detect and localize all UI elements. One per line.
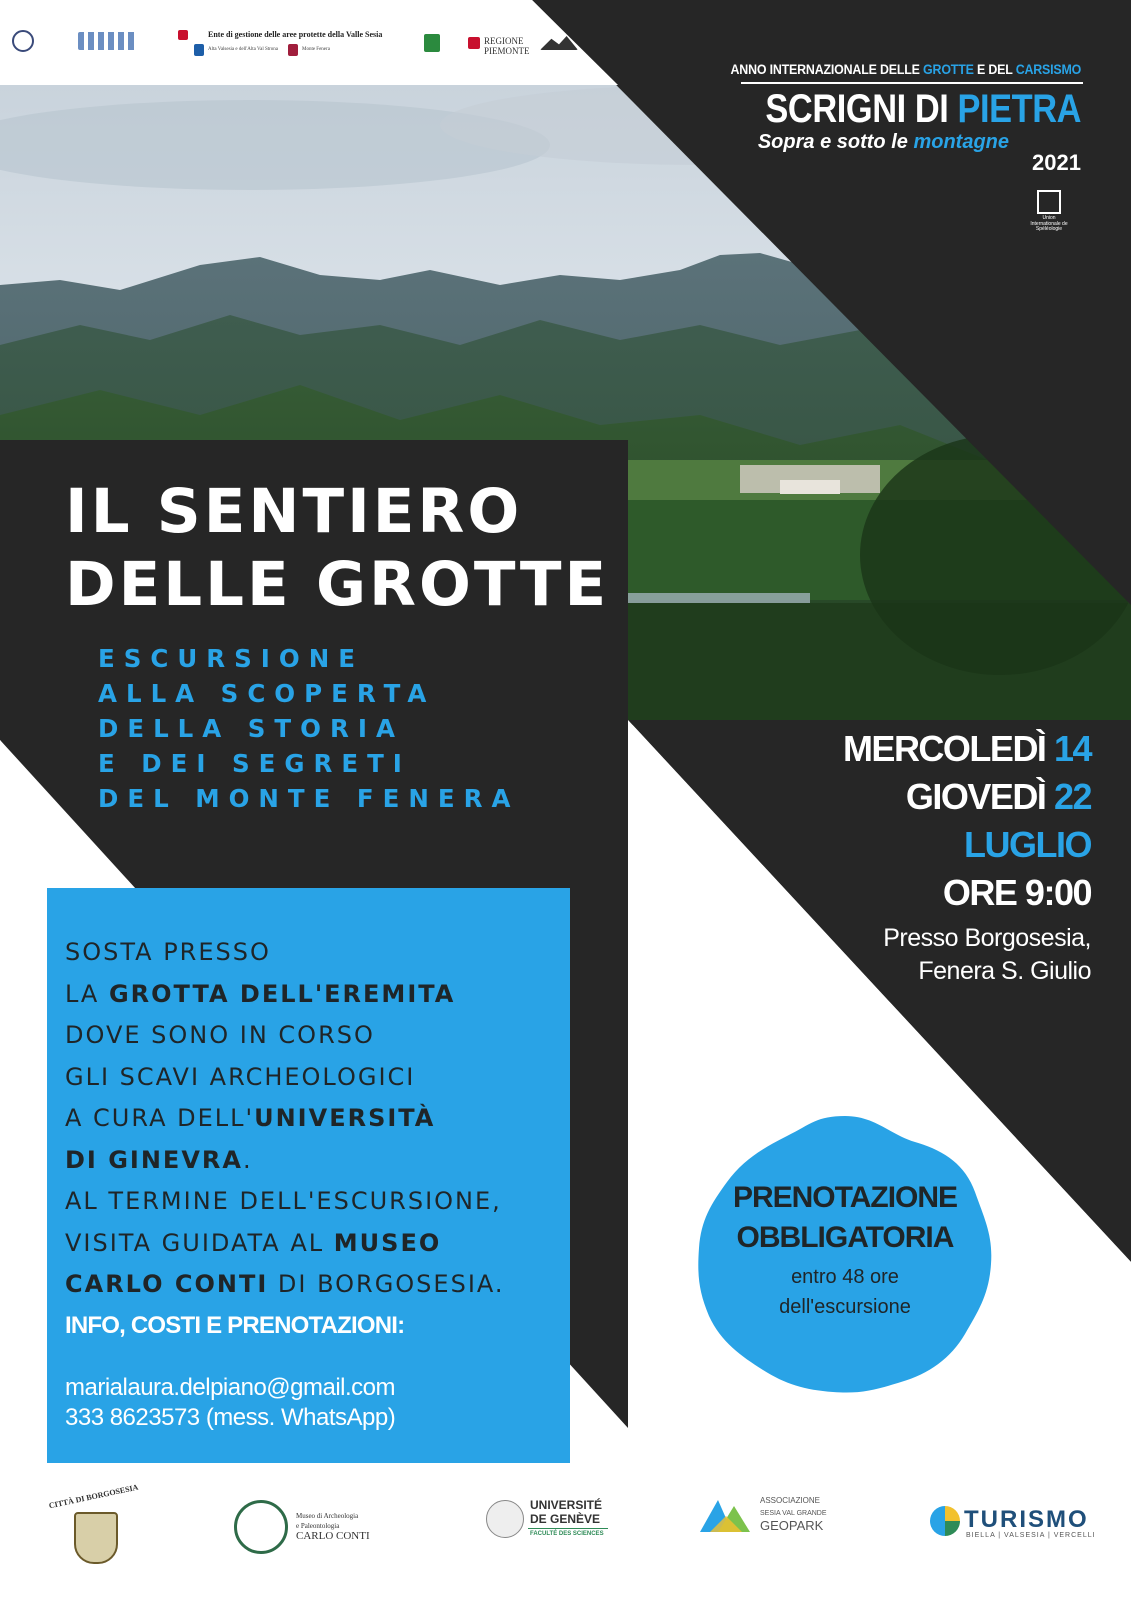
regione-piemonte-label: REGIONE PIEMONTE xyxy=(484,36,530,56)
badge-title-line: PRENOTAZIONE xyxy=(732,1181,958,1214)
date-line-1: MERCOLEDÌ 14 xyxy=(842,728,1091,769)
subtitle-line: DELLA STORIA xyxy=(98,714,404,743)
cai-logo xyxy=(12,30,34,52)
uis-logo xyxy=(1029,190,1069,233)
museo-carlo-conti-logo xyxy=(232,1492,392,1572)
event-title-line2: DELLE GROTTE xyxy=(65,549,610,620)
geneve-label-2: DE GENÈVE xyxy=(530,1512,601,1526)
event-description xyxy=(65,932,505,1306)
museo-label-1: Museo di Archeologia xyxy=(296,1512,359,1520)
subtitle-line: DEL MONTE FENERA xyxy=(98,784,520,813)
turismo-sub-label: BIELLA | VALSESIA | VERCELLI xyxy=(966,1532,1096,1539)
banner-rule xyxy=(741,82,1083,84)
event-subtitle xyxy=(98,641,519,816)
desc-line: CARLO CONTI DI BORGOSESIA. xyxy=(65,1270,505,1298)
geopark-logo xyxy=(700,1492,840,1572)
geopark-label-1: ASSOCIAZIONE xyxy=(760,1496,821,1505)
speleo-logo xyxy=(540,36,578,50)
uis-icon xyxy=(1037,190,1061,214)
geneve-seal-icon xyxy=(486,1500,524,1538)
subtitle-line: ESCURSIONE xyxy=(98,644,364,673)
museo-label-2: e Paleontologia xyxy=(296,1522,340,1530)
partner-logos-top xyxy=(0,0,640,85)
banner-title: SCRIGNI DI PIETRA xyxy=(765,87,1081,131)
event-month: LUGLIO xyxy=(964,824,1091,865)
ente-sub-icon-2 xyxy=(288,44,298,56)
museo-label-3: CARLO CONTI xyxy=(296,1530,370,1542)
unesco-logos xyxy=(78,32,136,50)
desc-line: SOSTA PRESSO xyxy=(65,938,271,966)
date-line-2: GIOVEDÌ 22 xyxy=(905,776,1091,817)
badge-title-line: OBBLIGATORIA xyxy=(736,1221,954,1254)
ente-sub-label-2: Monte Fenera xyxy=(302,47,330,52)
info-heading: INFO, COSTI E PRENOTAZIONI: xyxy=(65,1312,405,1339)
contact-email[interactable]: marialaura.delpiano@gmail.com xyxy=(65,1374,396,1401)
uis-label: Union Internationale de Spéléologie xyxy=(1030,215,1068,232)
geneve-label-3: FACULTÉ DES SCIENCES xyxy=(530,1531,604,1537)
desc-line: VISITA GUIDATA AL MUSEO xyxy=(65,1228,442,1257)
desc-line: A CURA DELL'UNIVERSITÀ xyxy=(65,1104,436,1132)
desc-line: GLI SCAVI ARCHEOLOGICI xyxy=(65,1062,416,1091)
desc-line: LA GROTTA DELL'EREMITA xyxy=(65,979,456,1008)
subtitle-line: E DEI SEGRETI xyxy=(98,749,411,778)
ente-icon xyxy=(178,30,188,40)
badge-sub-line: entro 48 ore xyxy=(791,1266,899,1288)
event-place xyxy=(883,922,1091,988)
turismo-logo xyxy=(930,1492,1110,1572)
event-dates xyxy=(843,725,1091,917)
citta-label: CITTÀ DI BORGOSESIA xyxy=(48,1482,140,1511)
universite-geneve-logo xyxy=(486,1492,626,1572)
geneve-rule xyxy=(528,1528,608,1529)
turismo-icon xyxy=(930,1506,960,1536)
event-time: ORE 9:00 xyxy=(942,872,1091,913)
museo-icon xyxy=(234,1500,288,1554)
valsesia-logo xyxy=(424,34,440,52)
event-title-line1: IL SENTIERO xyxy=(65,476,523,547)
badge-subtitle xyxy=(693,1262,997,1322)
crest-icon xyxy=(74,1512,118,1564)
citta-borgosesia-logo xyxy=(44,1482,144,1572)
banner-tagline: Sopra e sotto le montagne xyxy=(757,131,1009,153)
place-line-2: Fenera S. Giulio xyxy=(918,957,1091,985)
ente-gestione-label: Ente di gestione delle aree protette della Valle Sesia xyxy=(208,30,383,39)
anno-internazionale: ANNO INTERNAZIONALE DELLE GROTTE E DEL CARSISMO xyxy=(730,62,1081,77)
year-2021-logo: 2021 xyxy=(1032,150,1081,175)
ente-sub-label-1: Alta Valsesia e dell'Alta Val Strona xyxy=(208,47,279,52)
piemonte-shield-icon xyxy=(468,37,480,49)
desc-line: AL TERMINE DELL'ESCURSIONE, xyxy=(65,1187,502,1215)
geopark-label-3: GEOPARK xyxy=(760,1518,824,1533)
ente-sub-icon-1 xyxy=(194,44,204,56)
badge-title xyxy=(693,1178,997,1258)
desc-line: DOVE SONO IN CORSO xyxy=(65,1021,375,1049)
subtitle-line: ALLA SCOPERTA xyxy=(98,679,436,708)
desc-line: DI GINEVRA. xyxy=(65,1145,253,1174)
geopark-mountain-icon xyxy=(700,1496,756,1536)
event-title xyxy=(65,475,609,621)
geneve-label-1: UNIVERSITÉ xyxy=(530,1498,603,1512)
contact-phone[interactable]: 333 8623573 (mess. WhatsApp) xyxy=(65,1404,396,1431)
geopark-label-2: SESIA VAL GRANDE xyxy=(760,1510,827,1517)
booking-badge-text xyxy=(693,1178,997,1322)
turismo-label: TURISMO xyxy=(964,1506,1089,1533)
place-line-1: Presso Borgosesia, xyxy=(883,924,1091,952)
badge-sub-line: dell'escursione xyxy=(779,1296,911,1318)
